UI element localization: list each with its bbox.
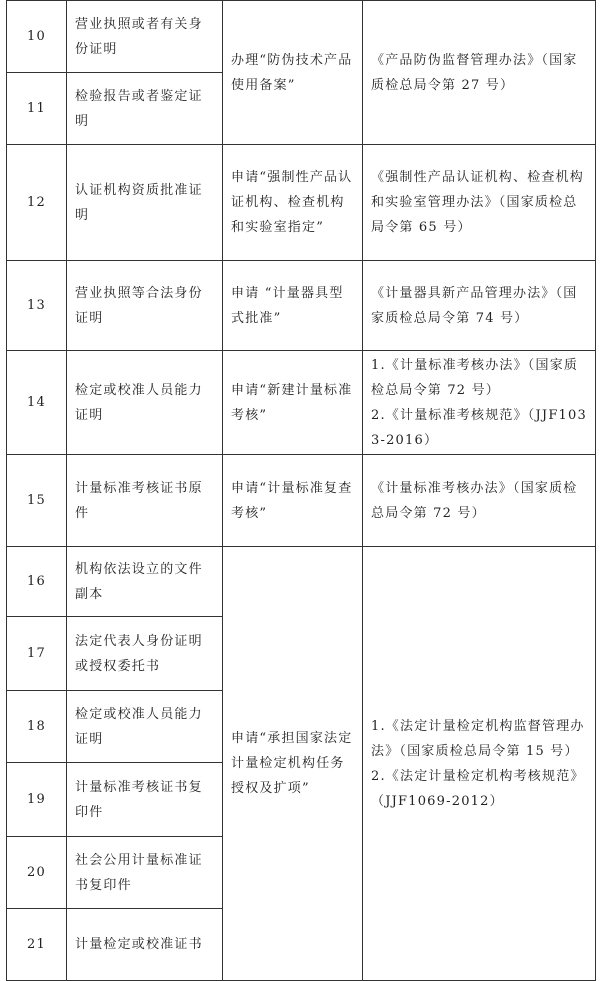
materials-table — [6, 0, 596, 981]
row-number: 11 — [7, 73, 67, 145]
action-cell: 申请 “计量器具型式批准” — [223, 261, 363, 351]
action-cell: 申请“强制性产品认证机构、检查机构和实验室指定” — [223, 145, 363, 261]
material-cell: 计量标准考核证书复印件 — [67, 763, 223, 837]
basis-cell — [363, 145, 596, 261]
material-cell: 计量检定或校准证书 — [67, 909, 223, 981]
basis-line: 《计量标准考核办法》（国家质检总局令第 72 号） — [371, 480, 578, 521]
row-number: 15 — [7, 455, 67, 547]
material-cell: 机构依法设立的文件副本 — [67, 547, 223, 617]
action-cell: 申请“计量标准复查考核” — [223, 455, 363, 547]
basis-cell — [363, 547, 596, 981]
action-cell: 办理“防伪技术产品使用备案” — [223, 1, 363, 145]
row-number: 10 — [7, 1, 67, 73]
table-row — [7, 351, 596, 455]
basis-line: 1.《计量标准考核办法》（国家质检总局令第 72 号） — [371, 357, 579, 398]
material-cell: 认证机构资质批准证明 — [67, 145, 223, 261]
row-number: 12 — [7, 145, 67, 261]
row-number: 14 — [7, 351, 67, 455]
basis-line: 1.《法定计量检定机构监督管理办法》（国家质检总局令第 15 号） — [371, 718, 585, 759]
row-number: 21 — [7, 909, 67, 981]
basis-line: 2.《计量标准考核规范》（JJF1033-2016） — [371, 407, 587, 448]
basis-line: 《强制性产品认证机构、检查机构和实验室管理办法》（国家质检总局令第 65 号） — [371, 170, 585, 235]
material-cell: 社会公用计量标准证书复印件 — [67, 837, 223, 909]
basis-line: 2.《法定计量检定机构考核规范》（JJF1069-2012） — [371, 768, 585, 809]
row-number: 19 — [7, 763, 67, 837]
material-cell: 计量标准考核证书原件 — [67, 455, 223, 547]
basis-line: 《产品防伪监督管理办法》（国家质检总局令第 27 号） — [371, 52, 578, 93]
table-row — [7, 547, 596, 617]
table-row — [7, 145, 596, 261]
material-cell: 法定代表人身份证明或授权委托书 — [67, 617, 223, 691]
material-cell: 营业执照等合法身份证明 — [67, 261, 223, 351]
material-cell: 营业执照或者有关身份证明 — [67, 1, 223, 73]
row-number: 13 — [7, 261, 67, 351]
material-cell: 检定或校准人员能力证明 — [67, 691, 223, 763]
basis-cell — [363, 455, 596, 547]
row-number: 16 — [7, 547, 67, 617]
table-row — [7, 1, 596, 73]
basis-cell — [363, 351, 596, 455]
row-number: 20 — [7, 837, 67, 909]
action-cell: 申请“承担国家法定计量检定机构任务授权及扩项” — [223, 547, 363, 981]
basis-cell — [363, 1, 596, 145]
material-cell: 检验报告或者鉴定证明 — [67, 73, 223, 145]
row-number: 18 — [7, 691, 67, 763]
material-cell: 检定或校准人员能力证明 — [67, 351, 223, 455]
action-cell: 申请“新建计量标准考核” — [223, 351, 363, 455]
basis-line: 《计量器具新产品管理办法》（国家质检总局令第 74 号） — [371, 285, 578, 326]
basis-cell — [363, 261, 596, 351]
row-number: 17 — [7, 617, 67, 691]
table-row — [7, 261, 596, 351]
table-row — [7, 455, 596, 547]
